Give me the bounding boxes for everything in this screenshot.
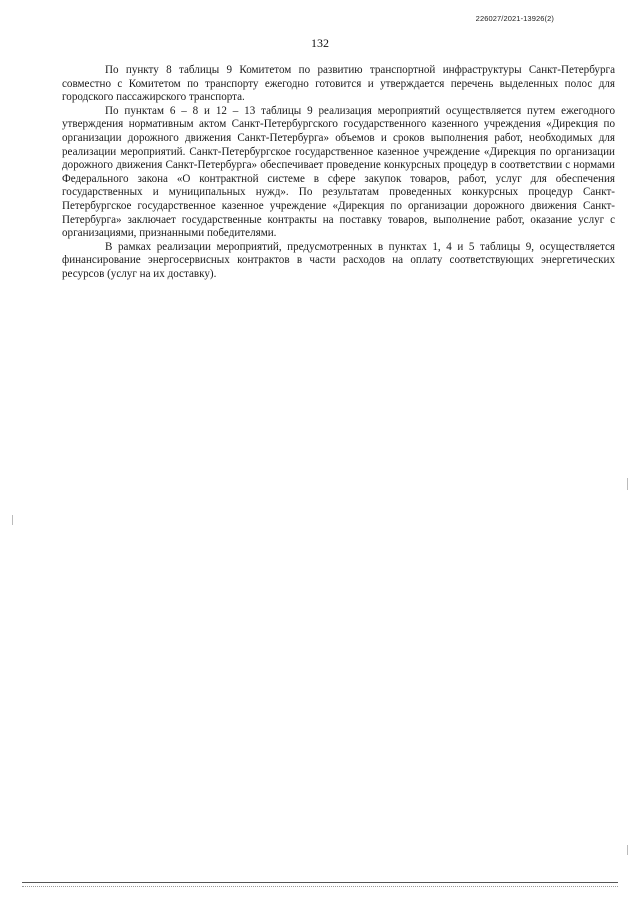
page-number: 132	[311, 36, 329, 50]
document-id: 226027/2021-13926(2)	[475, 14, 554, 23]
page-bottom-edge	[22, 882, 618, 883]
document-body	[62, 64, 615, 282]
scan-artifact	[627, 478, 628, 490]
paragraph: В рамках реализации мероприятий, предусмотренных в пунктах 1, 4 и 5 таблицы 9, осуществляется финансирование энергосервисных контрактов в части расходов на оплату соответствующих энергетических ресурсов (услуг на их доставку).	[62, 240, 615, 280]
scan-artifact	[12, 515, 13, 525]
paragraph: По пункту 8 таблицы 9 Комитетом по развитию транспортной инфраструктуры Санкт-Петербурга совместно с Комитетом по транспорту ежегодно готовится и утверждается перечень выделенных полос для городского пассажирского транспорта.	[62, 64, 615, 104]
scan-artifact	[627, 845, 628, 855]
paragraph: По пунктам 6 – 8 и 12 – 13 таблицы 9 реализация мероприятий осуществляется путем ежегодного утверждения нормативным актом Санкт-Петербургского государственного казенного учреждения «Дирекция по организации дорожного движения Санкт-Петербурга» объемов и сроков выполнения работ, необходимых для реализации мероприятий. Санкт-Петербургское государственное казенное учреждение «Дирекция по организации дорожного движения Санкт-Петербурга» обеспечивает проведение конкурсных процедур в соответствии с нормами Федерального закона «О контрактной системе в сфере закупок товаров, работ, услуг для обеспечения государственных и муниципальных нужд». По результатам проведенных конкурсных процедур Санкт-Петербургское государственное казенное учреждение «Дирекция по организации дорожного движения Санкт-Петербурга» заключает государственные контракты на поставку товаров, выполнение работ, оказание услуг с организациями, признанными победителями.	[62, 104, 615, 240]
page-bottom-edge-shadow	[22, 886, 618, 887]
